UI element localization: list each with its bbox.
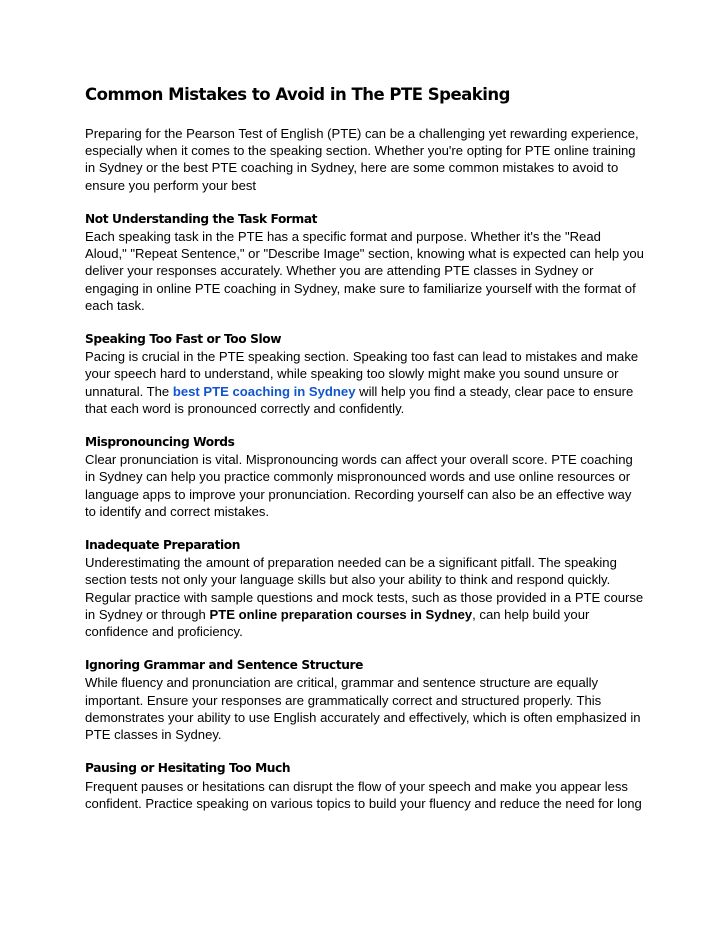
best-pte-coaching-link[interactable]: best PTE coaching in Sydney — [172, 383, 356, 399]
section-body: Each speaking task in the PTE has a specific format and purpose. Whether it's the "Read Aloud," "Repeat Sentence," or "Describe Image" section, knowing what is expected can help you deliver your responses accurately. Whether you are attending PTE classes in Sydney or engaging in online PTE coaching in Sydney, make sure to familiarize yourself with the format of each task. — [85, 229, 644, 313]
section-heading: Ignoring Grammar and Sentence Structure — [85, 658, 364, 673]
section-heading: Pausing or Hesitating Too Much — [85, 761, 291, 776]
section-body: While fluency and pronunciation are critical, grammar and sentence structure are equally important. Ensure your responses are grammatically correct and structured properly. This demonstrates your ability to use English accurately and effectively, which is often emphasized in PTE classes in Sydney. — [85, 675, 641, 743]
section-pausing — [85, 760, 645, 812]
section-preparation — [85, 537, 645, 640]
section-body — [85, 554, 645, 640]
body-text-after: will help you find a steady, clear pace to ensure that each word is pronounced correctly and confidently. — [85, 383, 634, 416]
section-heading: Mispronouncing Words — [85, 435, 235, 450]
body-text-before: Underestimating the amount of preparation needed can be a significant pitfall. The speaking section tests not only your language skills but also your ability to think and respond quickly. Regular practice with sample questions and mock tests, such as those provided in a PTE course in Sydney or through — [85, 555, 644, 622]
body-text-before: Pacing is crucial in the PTE speaking section. Speaking too fast can lead to mistakes and make your speech hard to understand, while speaking too slowly might make you sound unsure or unnatural. The — [85, 349, 639, 399]
section-body — [85, 348, 645, 417]
section-task-format — [85, 211, 645, 314]
intro-paragraph: Preparing for the Pearson Test of English (PTE) can be a challenging yet rewarding experience, especially when it comes to the speaking section. Whether you're opting for PTE online training in Sydney or the best PTE coaching in Sydney, here are some common mistakes to avoid to ensure you perform your best — [85, 126, 639, 193]
section-grammar — [85, 657, 645, 743]
body-text-after: , can help build your confidence and proficiency. — [85, 606, 590, 640]
section-body: Frequent pauses or hesitations can disrupt the flow of your speech and make you appear less confident. Practice speaking on various topics to build your fluency and reduce the need for long — [85, 778, 642, 811]
section-body: Clear pronunciation is vital. Mispronouncing words can affect your overall score. PTE coaching in Sydney can help you practice commonly mispronounced words and use online resources or language apps to improve your pronunciation. Recording yourself can also be an effective way to identify and correct mistakes. — [85, 452, 633, 519]
section-heading: Speaking Too Fast or Too Slow — [85, 332, 282, 347]
bold-course-text: PTE online preparation courses in Sydney — [209, 606, 473, 622]
section-speaking-pace — [85, 331, 645, 417]
page-title: Common Mistakes to Avoid in The PTE Speaking — [85, 85, 510, 104]
document-body — [85, 84, 645, 812]
section-heading: Inadequate Preparation — [85, 538, 241, 553]
section-heading: Not Understanding the Task Format — [85, 211, 318, 226]
section-mispronouncing — [85, 434, 645, 520]
